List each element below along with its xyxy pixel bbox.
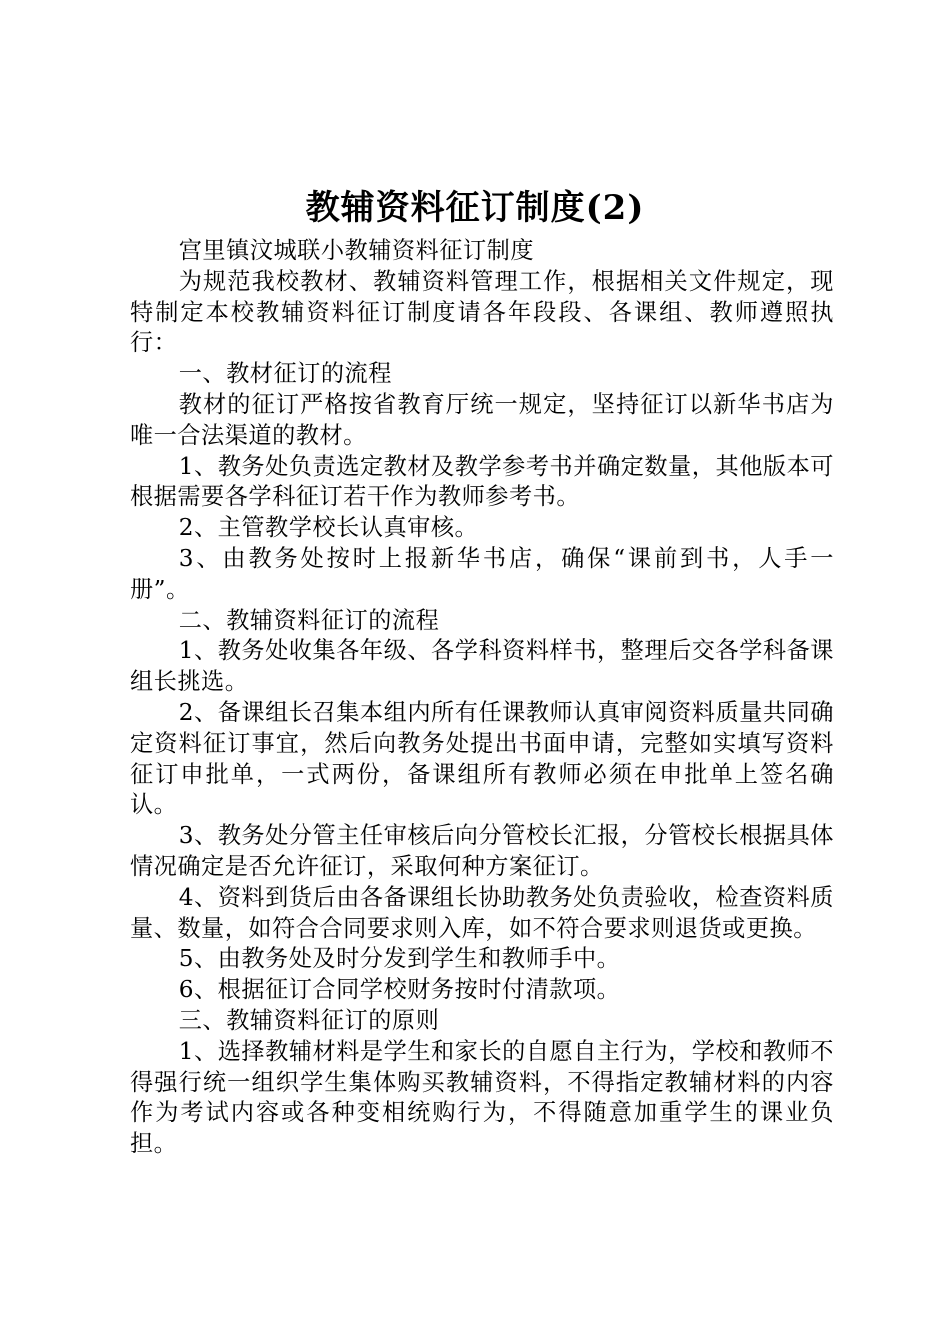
list-item: 1、教务处负责选定教材及教学参考书并确定数量，其他版本可根据需要各学科征订若干作为教师参考书。 xyxy=(130,452,834,511)
paragraph-school-heading: 宫里镇汶城联小教辅资料征订制度 xyxy=(178,237,535,264)
list-item: 1、选择教辅材料是学生和家长的自愿自主行为，学校和教师不得强行统一组织学生集体购买教辅资料，不得指定教辅材料的内容作为考试内容或各种变相统购行为，不得随意加重学生的课业负担。 xyxy=(130,1037,834,1158)
section-heading-3: 三、教辅资料征订的原则 xyxy=(178,1006,440,1034)
list-item: 2、主管教学校长认真审核。 xyxy=(178,514,479,542)
list-item: 3、由教务处按时上报新华书店，确保“课前到书，人手一册”。 xyxy=(130,544,834,603)
list-item: 3、教务处分管主任审核后向分管校长汇报，分管校长根据具体情况确定是否允许征订，采取何种方案征订。 xyxy=(130,822,834,880)
list-item: 5、由教务处及时分发到学生和教师手中。 xyxy=(178,945,621,973)
list-item: 6、根据征订合同学校财务按时付清款项。 xyxy=(178,976,621,1004)
list-item: 2、备课组长召集本组内所有任课教师认真审阅资料质量共同确定资料征订事宜，然后向教务处提出书面申请，完整如实填写资料征订申批单，一式两份，备课组所有教师必须在申批单上签名确认。 xyxy=(130,698,834,819)
section-heading-2: 二、教辅资料征订的流程 xyxy=(178,606,440,634)
list-item: 4、资料到货后由各备课组长协助教务处负责验收，检查资料质量、数量，如符合合同要求则入库，如不符合要求则退货或更换。 xyxy=(130,883,834,942)
list-item: 1、教务处收集各年级、各学科资料样书，整理后交各学科备课组长挑选。 xyxy=(130,637,834,696)
document-body xyxy=(130,236,834,1160)
paragraph-intro: 为规范我校教材、教辅资料管理工作，根据相关文件规定，现特制定本校教辅资料征订制度请各年段段、各课组、教师遵照执行： xyxy=(130,267,834,357)
section-heading-1: 一、教材征订的流程 xyxy=(178,360,392,388)
document-title: 教辅资料征订制度(2) xyxy=(305,188,645,228)
paragraph: 教材的征订严格按省教育厅统一规定，坚持征订以新华书店为唯一合法渠道的教材。 xyxy=(130,390,834,449)
